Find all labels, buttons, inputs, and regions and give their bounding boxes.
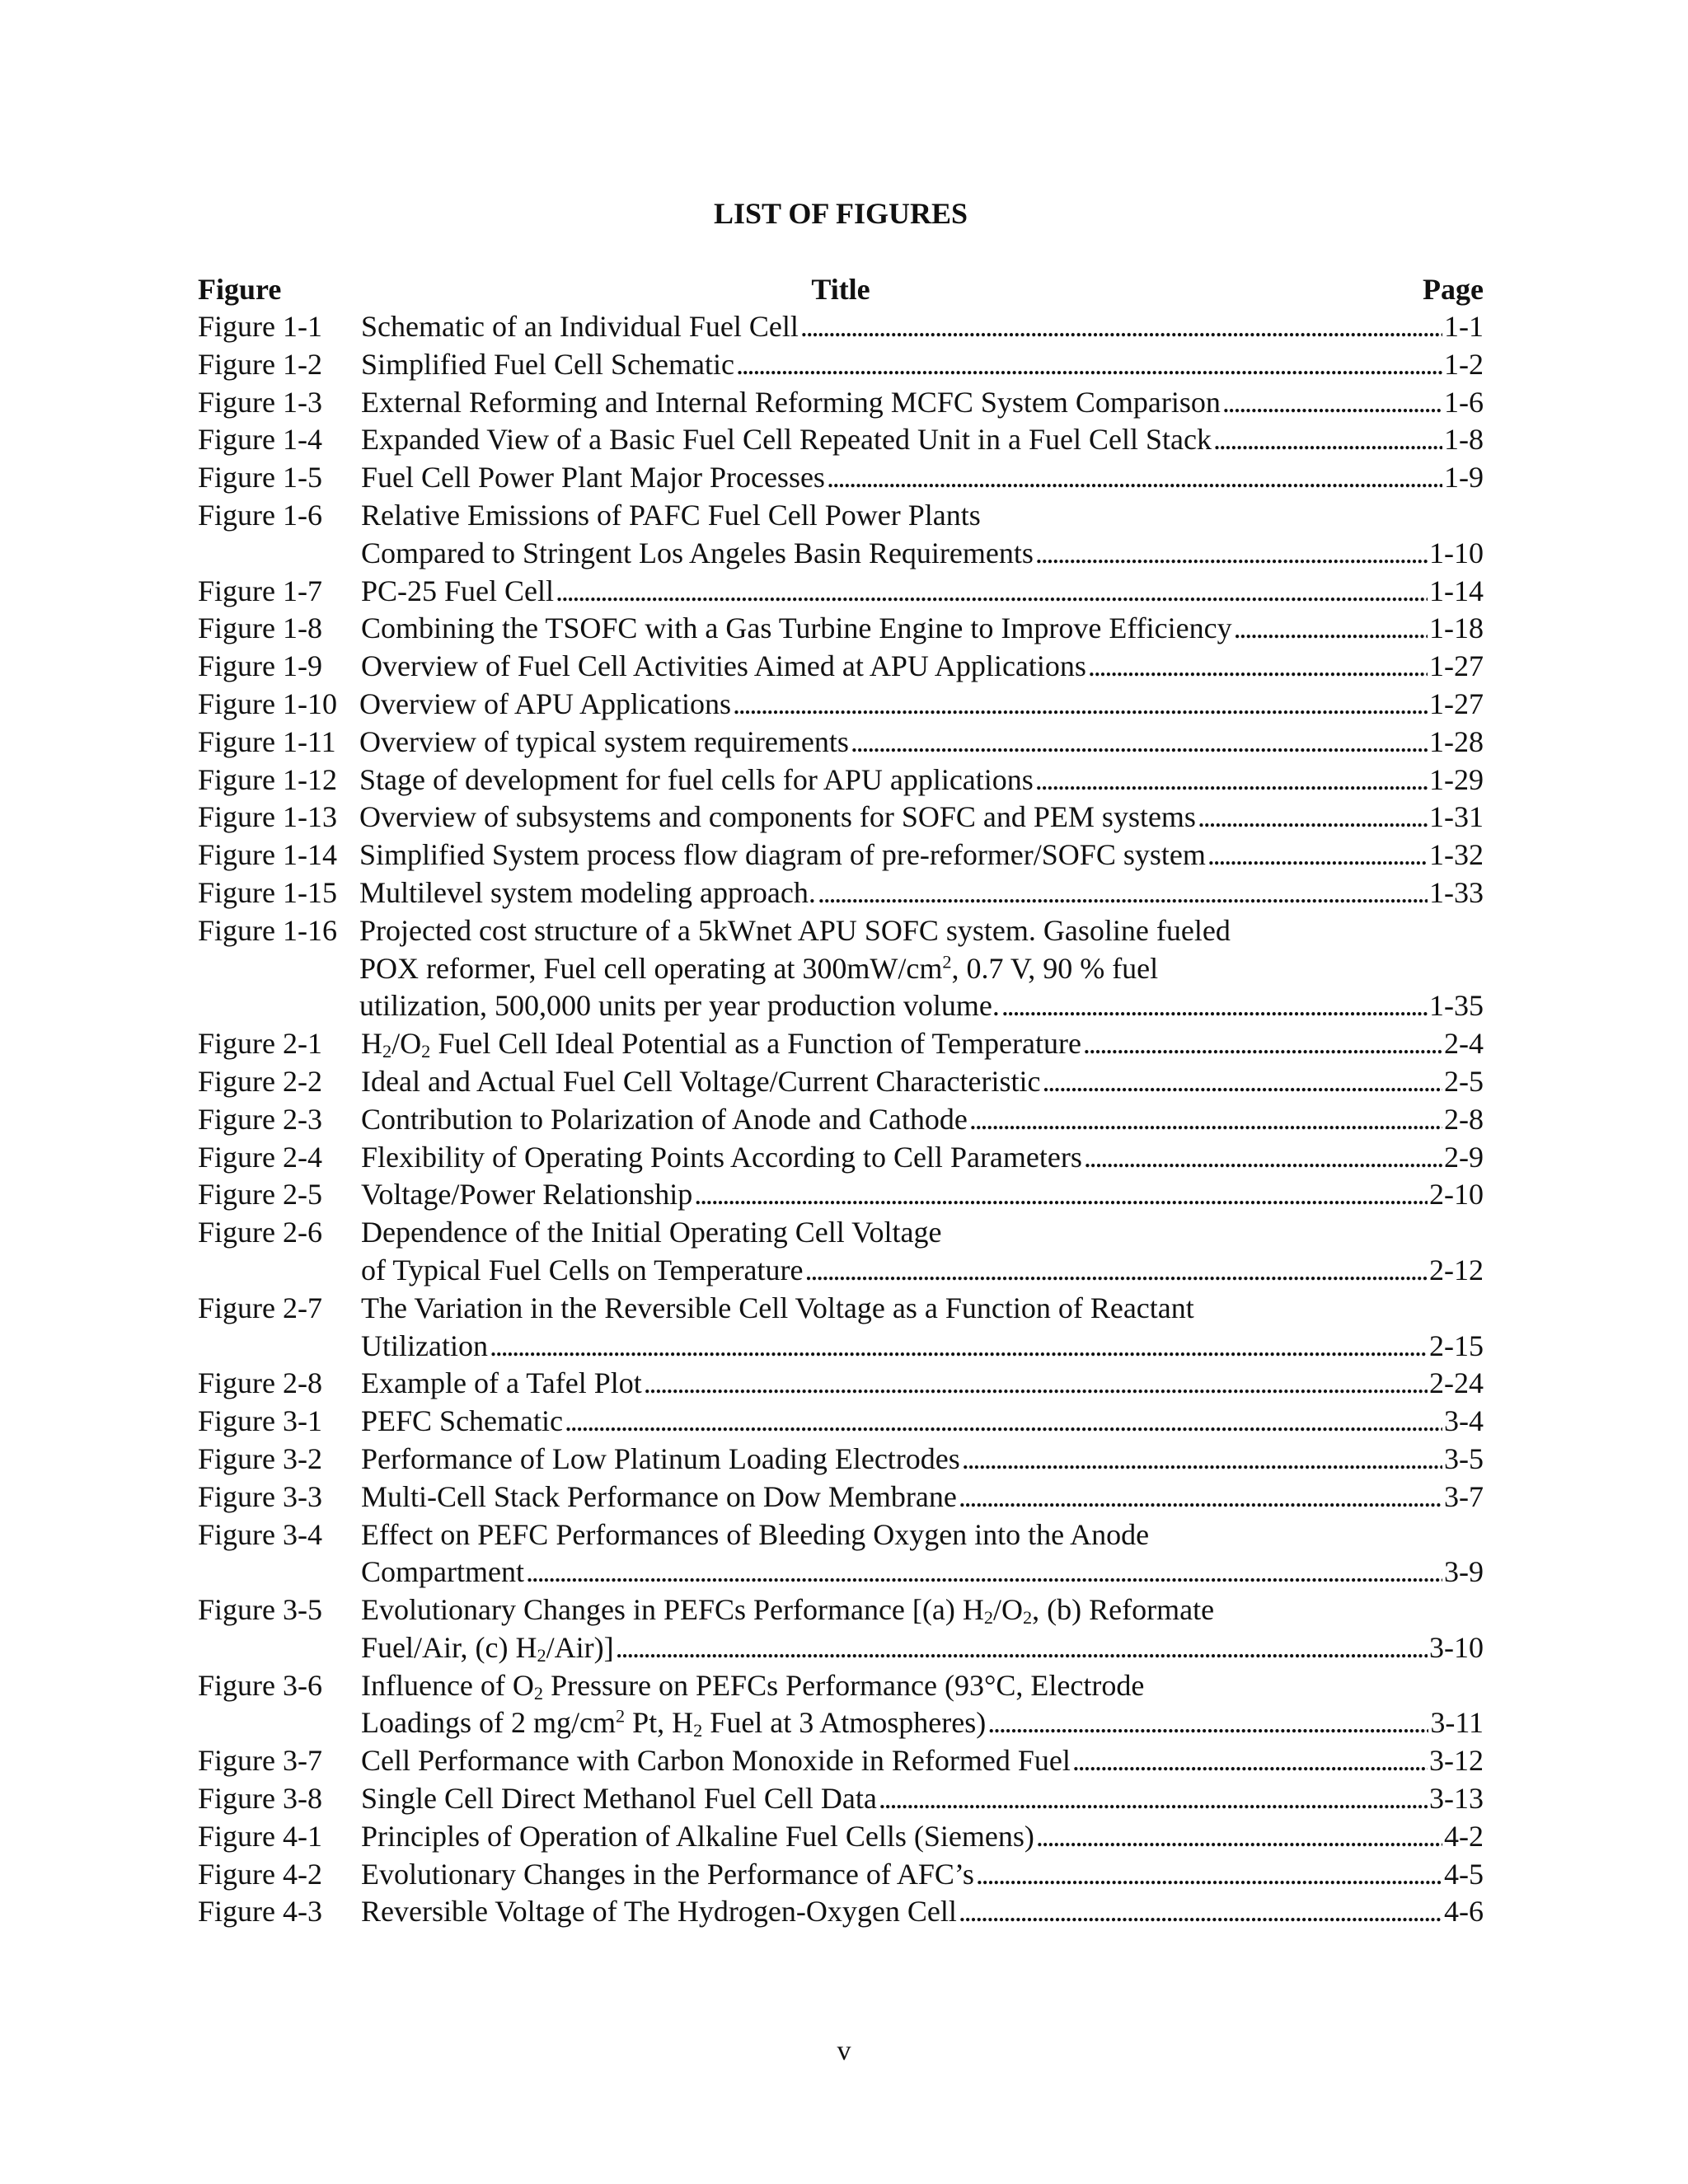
figure-number: Figure 1-7 [198,574,322,607]
figure-number: Figure 1-2 [198,347,322,381]
figure-number: Figure 3-1 [198,1404,322,1438]
figure-page-number: 4-2 [1444,1819,1484,1853]
dot-leader [962,1441,1442,1479]
figure-page-number: 4-5 [1444,1857,1484,1891]
dot-leader [969,1101,1442,1139]
figure-title: Combining the TSOFC with a Gas Turbine Engine to Improve Efficiency [361,612,1232,645]
figure-entry[interactable] [198,874,1484,912]
figure-title: Flexibility of Operating Points According to Cell Parameters [361,1140,1082,1174]
dot-leader [976,1856,1442,1894]
figure-entry[interactable] [198,686,1484,724]
figure-entry[interactable] [198,308,1484,346]
column-header-page: Page [1423,273,1484,306]
figure-list [198,308,1484,1931]
figure-title: Single Cell Direct Methanol Fuel Cell Data [361,1782,877,1816]
figure-page-number: 3-13 [1429,1782,1484,1816]
figure-title: Simplified Fuel Cell Schematic [361,347,734,381]
figure-title: PEFC Schematic [361,1404,563,1438]
figure-number: Figure 1-14 [198,838,337,872]
figure-page-number: 3-10 [1429,1630,1484,1664]
figure-number: Figure 1-1 [198,310,322,343]
figure-entry[interactable] [198,1893,1484,1931]
figure-entry[interactable] [198,1176,1484,1214]
figure-title: Fuel/Air, (c) $H_2/Air$)] [361,1630,614,1666]
figure-number: Figure 4-3 [198,1895,322,1929]
dot-leader [1001,987,1428,1025]
figure-title: Simplified System process flow diagram of pre-reformer/SOFC system [359,838,1206,872]
dot-leader [1207,837,1428,874]
figure-number: Figure 1-5 [198,461,322,494]
figure-number: Figure 1-10 [198,687,337,720]
figure-entry[interactable] [198,1139,1484,1177]
figure-number: Figure 2-6 [198,1216,322,1249]
figure-entry[interactable] [198,1479,1484,1516]
figure-entry[interactable] [198,1818,1484,1856]
figure-entry[interactable] [198,1403,1484,1441]
figure-entry[interactable] [198,762,1484,799]
dot-leader [851,724,1428,762]
figure-title: Expanded View of a Basic Fuel Cell Repeated Unit in a Fuel Cell Stack [361,423,1212,457]
figure-entry[interactable] [198,648,1484,686]
figure-page-number: 1-10 [1429,536,1484,569]
figure-title: The Variation in the Reversible Cell Voltage as a Function of Reactant [361,1291,1194,1324]
figure-title: Stage of development for fuel cells for APU applications [359,762,1034,796]
figure-page-number: 1-29 [1429,762,1484,796]
figure-page-number: 1-31 [1429,800,1484,834]
figure-number: Figure 3-8 [198,1782,322,1816]
dot-leader [1084,1139,1442,1177]
figure-title: Loadings of 2 $mg/cm^2$ Pt, $H_2$ Fuel at 3 Atmospheres) [361,1706,987,1741]
figure-entry[interactable] [198,912,1484,1025]
dot-leader [959,1893,1442,1931]
figure-page-number: 1-1 [1444,310,1484,343]
figure-number: Figure 1-11 [198,724,336,758]
figure-title: Multilevel system modeling approach. [359,875,816,909]
figure-entry[interactable] [198,1025,1484,1063]
figure-page-number: 1-2 [1444,347,1484,381]
figure-page-number: 1-27 [1429,649,1484,683]
figure-number: Figure 2-5 [198,1178,322,1212]
figure-page-number: 1-14 [1429,574,1484,607]
figure-number: Figure 2-7 [198,1291,322,1324]
dot-leader [827,459,1442,497]
dot-leader [556,573,1428,611]
figure-entry[interactable] [198,384,1484,422]
dot-leader [565,1403,1442,1441]
column-header-title: Title [811,273,870,306]
figure-page-number: 2-15 [1429,1329,1484,1362]
figure-title: Performance of Low Platinum Loading Electrodes [361,1441,960,1475]
figure-entry[interactable] [198,573,1484,611]
figure-title: External Reforming and Internal Reforming MCFC System Comparison [361,385,1221,419]
figure-number: Figure 1-6 [198,498,322,532]
figure-number: Figure 3-5 [198,1593,322,1627]
dot-leader [736,346,1442,384]
figure-title: Relative Emissions of PAFC Fuel Cell Power Plants [361,498,981,532]
figure-page-number: 3-12 [1429,1744,1484,1778]
dot-leader [644,1365,1428,1403]
figure-title: Voltage/Power Relationship [361,1178,693,1212]
column-header-figure: Figure [198,273,282,306]
figure-title: Utilization [361,1329,488,1362]
figure-title: Dependence of the Initial Operating Cell Voltage [361,1216,942,1249]
figure-title: Evolutionary Changes in PEFCs Performance [(a) $H_2/O_2$, (b) Reformate [361,1593,1215,1628]
figure-entry[interactable] [198,1591,1484,1667]
figure-page-number: 3-4 [1444,1404,1484,1438]
figure-number: Figure 3-2 [198,1441,322,1475]
figure-title: PC-25 Fuel Cell [361,574,555,607]
figure-number: Figure 2-8 [198,1366,322,1400]
figure-page-number: 2-9 [1444,1140,1484,1174]
dot-leader [879,1780,1428,1818]
figure-entry[interactable] [198,1856,1484,1894]
figure-number: Figure 4-1 [198,1819,322,1853]
figure-page-number: 1-9 [1444,461,1484,494]
figure-entry[interactable] [198,1667,1484,1743]
figure-title: Schematic of an Individual Fuel Cell [361,310,799,343]
figure-title: utilization, 500,000 units per year production volume. [359,989,1000,1023]
figure-title: POX reformer, Fuel cell operating at $300mW/cm^2$, 0.7 V, 90 % fuel [359,951,1159,985]
figure-number: Figure 2-4 [198,1140,322,1174]
dot-leader [805,1252,1428,1290]
figure-title: Fuel Cell Power Plant Major Processes [361,461,825,494]
figure-number: Figure 1-15 [198,875,337,909]
figure-title: Multi-Cell Stack Performance on Dow Membrane [361,1479,957,1513]
dot-leader [1035,535,1428,573]
figure-title: Effect on PEFC Performances of Bleeding Oxygen into the Anode [361,1517,1150,1551]
figure-number: Figure 4-2 [198,1857,322,1891]
figure-page-number: 1-35 [1429,989,1484,1023]
figure-entry[interactable] [198,1441,1484,1479]
figure-entry[interactable] [198,346,1484,384]
figure-number: Figure 3-3 [198,1479,322,1513]
figure-entry[interactable] [198,1516,1484,1592]
figure-number: Figure 3-6 [198,1668,322,1702]
figure-page-number: 1-18 [1429,612,1484,645]
figure-number: Figure 1-16 [198,913,337,947]
figure-page-number: 1-27 [1429,687,1484,720]
dot-leader [1035,762,1428,799]
figure-entry[interactable] [198,1365,1484,1403]
figure-title: Contribution to Polarization of Anode and Cathode [361,1102,968,1136]
figure-title: Influence of $O_2$ Pressure on PEFCs Performance (93°C, Electrode [361,1668,1145,1704]
page-title: LIST OF FIGURES [713,197,968,230]
figure-entry[interactable] [198,610,1484,648]
figure-title: Overview of APU Applications [359,687,731,720]
figure-number: Figure 2-3 [198,1102,322,1136]
figure-entry[interactable] [198,421,1484,459]
figure-number: Figure 3-7 [198,1744,322,1778]
figure-page-number: 3-11 [1430,1706,1484,1740]
dot-leader [490,1328,1428,1366]
figure-entry[interactable] [198,497,1484,573]
figure-number: Figure 1-13 [198,800,337,834]
figure-number: Figure 1-12 [198,762,337,796]
figure-page-number: 3-7 [1444,1479,1484,1513]
figure-entry[interactable] [198,1063,1484,1101]
figure-number: Figure 1-4 [198,423,322,457]
figure-page-number: 2-12 [1429,1253,1484,1286]
figure-entry[interactable] [198,1742,1484,1780]
dot-leader [1088,648,1428,686]
figure-title: Reversible Voltage of The Hydrogen-Oxygen Cell [361,1895,957,1929]
dot-leader [818,874,1428,912]
dot-leader [1083,1025,1442,1063]
figure-page-number: 1-6 [1444,385,1484,419]
figure-title: Cell Performance with Carbon Monoxide in Reformed Fuel [361,1744,1071,1778]
figure-page-number: 1-8 [1444,423,1484,457]
figure-title: Principles of Operation of Alkaline Fuel Cells (Siemens) [361,1819,1034,1853]
figure-page-number: 4-6 [1444,1895,1484,1929]
figure-title: $H_2/O_2$ Fuel Cell Ideal Potential as a Function of Temperature [361,1027,1081,1062]
figure-number: Figure 2-1 [198,1027,322,1061]
figure-page-number: 2-8 [1444,1102,1484,1136]
document-page [198,194,1484,1931]
figure-number: Figure 1-8 [198,612,322,645]
dot-leader [800,308,1442,346]
dot-leader [1222,384,1442,422]
figure-entry[interactable] [198,837,1484,874]
dot-leader [1198,799,1428,837]
dot-leader [1213,421,1442,459]
figure-number: Figure 1-9 [198,649,322,683]
figure-title: Overview of typical system requirements [359,724,849,758]
figure-title: Ideal and Actual Fuel Cell Voltage/Current Characteristic [361,1064,1041,1098]
dot-leader [1234,610,1428,648]
dot-leader [1042,1063,1442,1101]
figure-page-number: 1-33 [1429,875,1484,909]
figure-entry[interactable] [198,1214,1484,1290]
figure-title: Overview of Fuel Cell Activities Aimed at APU Applications [361,649,1086,683]
figure-title: Projected cost structure of a 5kWnet APU SOFC system. Gasoline fueled [359,913,1231,947]
figure-page-number: 2-5 [1444,1064,1484,1098]
dot-leader [616,1629,1428,1667]
dot-leader [526,1554,1442,1591]
figure-number: Figure 1-3 [198,385,322,419]
figure-page-number: 1-32 [1429,838,1484,872]
figure-entry[interactable] [198,724,1484,762]
figure-entry[interactable] [198,1780,1484,1818]
figure-entry[interactable] [198,459,1484,497]
figure-page-number: 2-10 [1429,1178,1484,1212]
dot-leader [694,1176,1428,1214]
page-number: v [837,2036,851,2066]
figure-title: Example of a Tafel Plot [361,1366,642,1400]
dot-leader [959,1479,1442,1516]
dot-leader [987,1704,1428,1742]
dot-leader [1072,1742,1428,1780]
figure-title: Overview of subsystems and components for SOFC and PEM systems [359,800,1196,834]
figure-page-number: 2-4 [1444,1027,1484,1061]
figure-number: Figure 2-2 [198,1064,322,1098]
figure-title: Compartment [361,1555,524,1589]
figure-page-number: 2-24 [1429,1366,1484,1400]
dot-leader [1036,1818,1442,1856]
figure-entry[interactable] [198,799,1484,837]
figure-entry[interactable] [198,1101,1484,1139]
figure-title: Compared to Stringent Los Angeles Basin Requirements [361,536,1034,569]
figure-title: of Typical Fuel Cells on Temperature [361,1253,804,1286]
figure-entry[interactable] [198,1290,1484,1366]
figure-title: Evolutionary Changes in the Performance of AFC’s [361,1857,974,1891]
figure-number: Figure 3-4 [198,1517,322,1551]
dot-leader [733,686,1428,724]
column-header [198,270,1484,308]
figure-page-number: 3-5 [1444,1441,1484,1475]
figure-page-number: 3-9 [1444,1555,1484,1589]
figure-page-number: 1-28 [1429,724,1484,758]
